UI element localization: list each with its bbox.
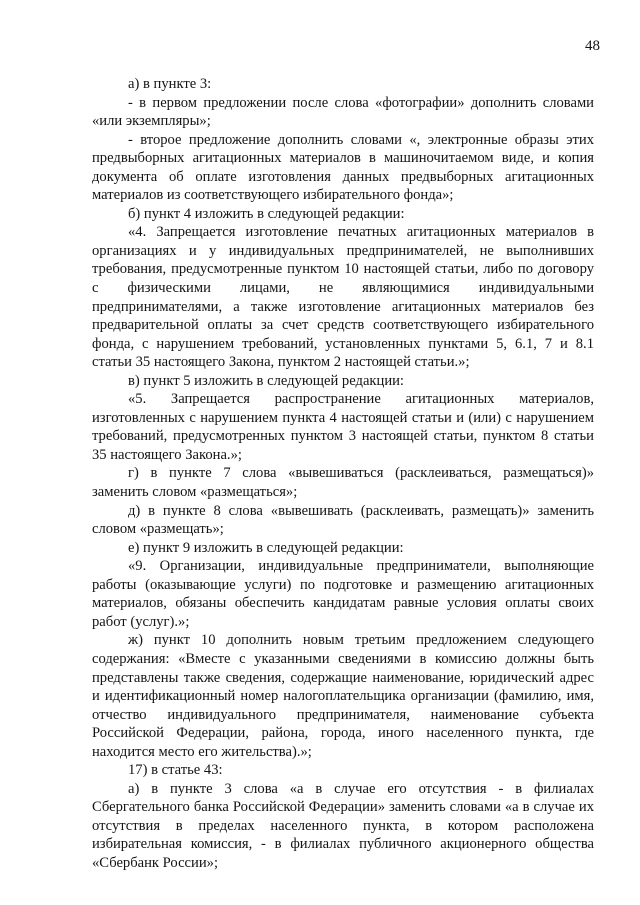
paragraph-item-v-point-5: в) пункт 5 изложить в следующей редакции: [128,372,404,389]
paragraph-item-a-point-3: а) в пункте 3: [128,76,212,92]
paragraph-item-g-point-7: г) в пункте 7 слова «вывешиваться (расклеиваться, размещаться)» заменить словом «размещаться»; [92,465,594,501]
paragraph-item-zh-point-10: ж) пункт 10 дополнить новым третьим предложением следующего содержания: «Вместе с указанными сведениями в комиссию должны быть представлены также сведения, содержащие наименование, юридический адрес и идентификационный номер налогоплательщика организации (фамилию, имя, отчество индивидуального предпринимателя, наименование субъекта Российской Федерации, района, города, иного населенного пункта, где находится место его жительства).»; [92,632,594,760]
paragraph-article-43-item-a: а) в пункте 3 слова «а в случае его отсутствия - в филиалах Сбергательного банка Российской Федерации» заменить словами «а в случае их отсутствия в пределах населенного пункта, в котором расположена избирательная комиссия, - в филиалах публичного акционерного общества «Сбербанк России»; [92,780,594,871]
paragraph-first-sentence-amendment: - в первом предложении после слова «фотографии» дополнить словами «или экземпляры»; [92,94,594,130]
paragraph-point-9-text: «9. Организации, индивидуальные предприниматели, выполняющие работы (оказывающие услуги) по подготовке и размещению агитационных материалов, обязаны обеспечить кандидатам равные условия оплаты своих работ (услуг).»; [92,558,594,630]
paragraph-second-sentence-amendment: - второе предложение дополнить словами «, электронные образы этих предвыборных агитационных материалов в машиночитаемом виде, и копия документа об оплате изготовления данных предвыборных агитационных материалов из соответствующего избирательного фонда»; [92,131,594,204]
paragraph-item-d-point-8: д) в пункте 8 слова «вывешивать (расклеивать, размещать)» заменить словом «размещать»; [92,502,594,538]
page-number: 48 [585,38,600,54]
paragraph-point-5-text: «5. Запрещается распространение агитационных материалов, изготовленных с нарушением пункта 4 настоящей статьи и (или) с нарушением требований, предусмотренных пунктом 3 настоящей статьи, пунктом 8 статьи 35 настоящего Закона.»; [92,391,594,463]
paragraph-item-17-article-43: 17) в статье 43: [128,762,223,779]
paragraph-point-4-text: «4. Запрещается изготовление печатных агитационных материалов в организациях и у индивидуальных предпринимателей, не выполнивших требования, предусмотренные пунктом 10 настоящей статьи, либо по договору с физическими лицами, не являющимися индивидуальными предпринимателями, а также изготовление агитационных материалов без предварительной оплаты за счет средств соответствующего избирательного фонда, с нарушением требований, установленных пунктами 5, 6.1, 7 и 8.1 статьи 35 настоящего Закона, пунктом 2 настоящей статьи.»; [92,224,594,371]
document-body [92,75,594,873]
paragraph-item-e-point-9: е) пункт 9 изложить в следующей редакции: [128,539,404,556]
paragraph-item-b-point-4: б) пункт 4 изложить в следующей редакции: [128,205,405,222]
